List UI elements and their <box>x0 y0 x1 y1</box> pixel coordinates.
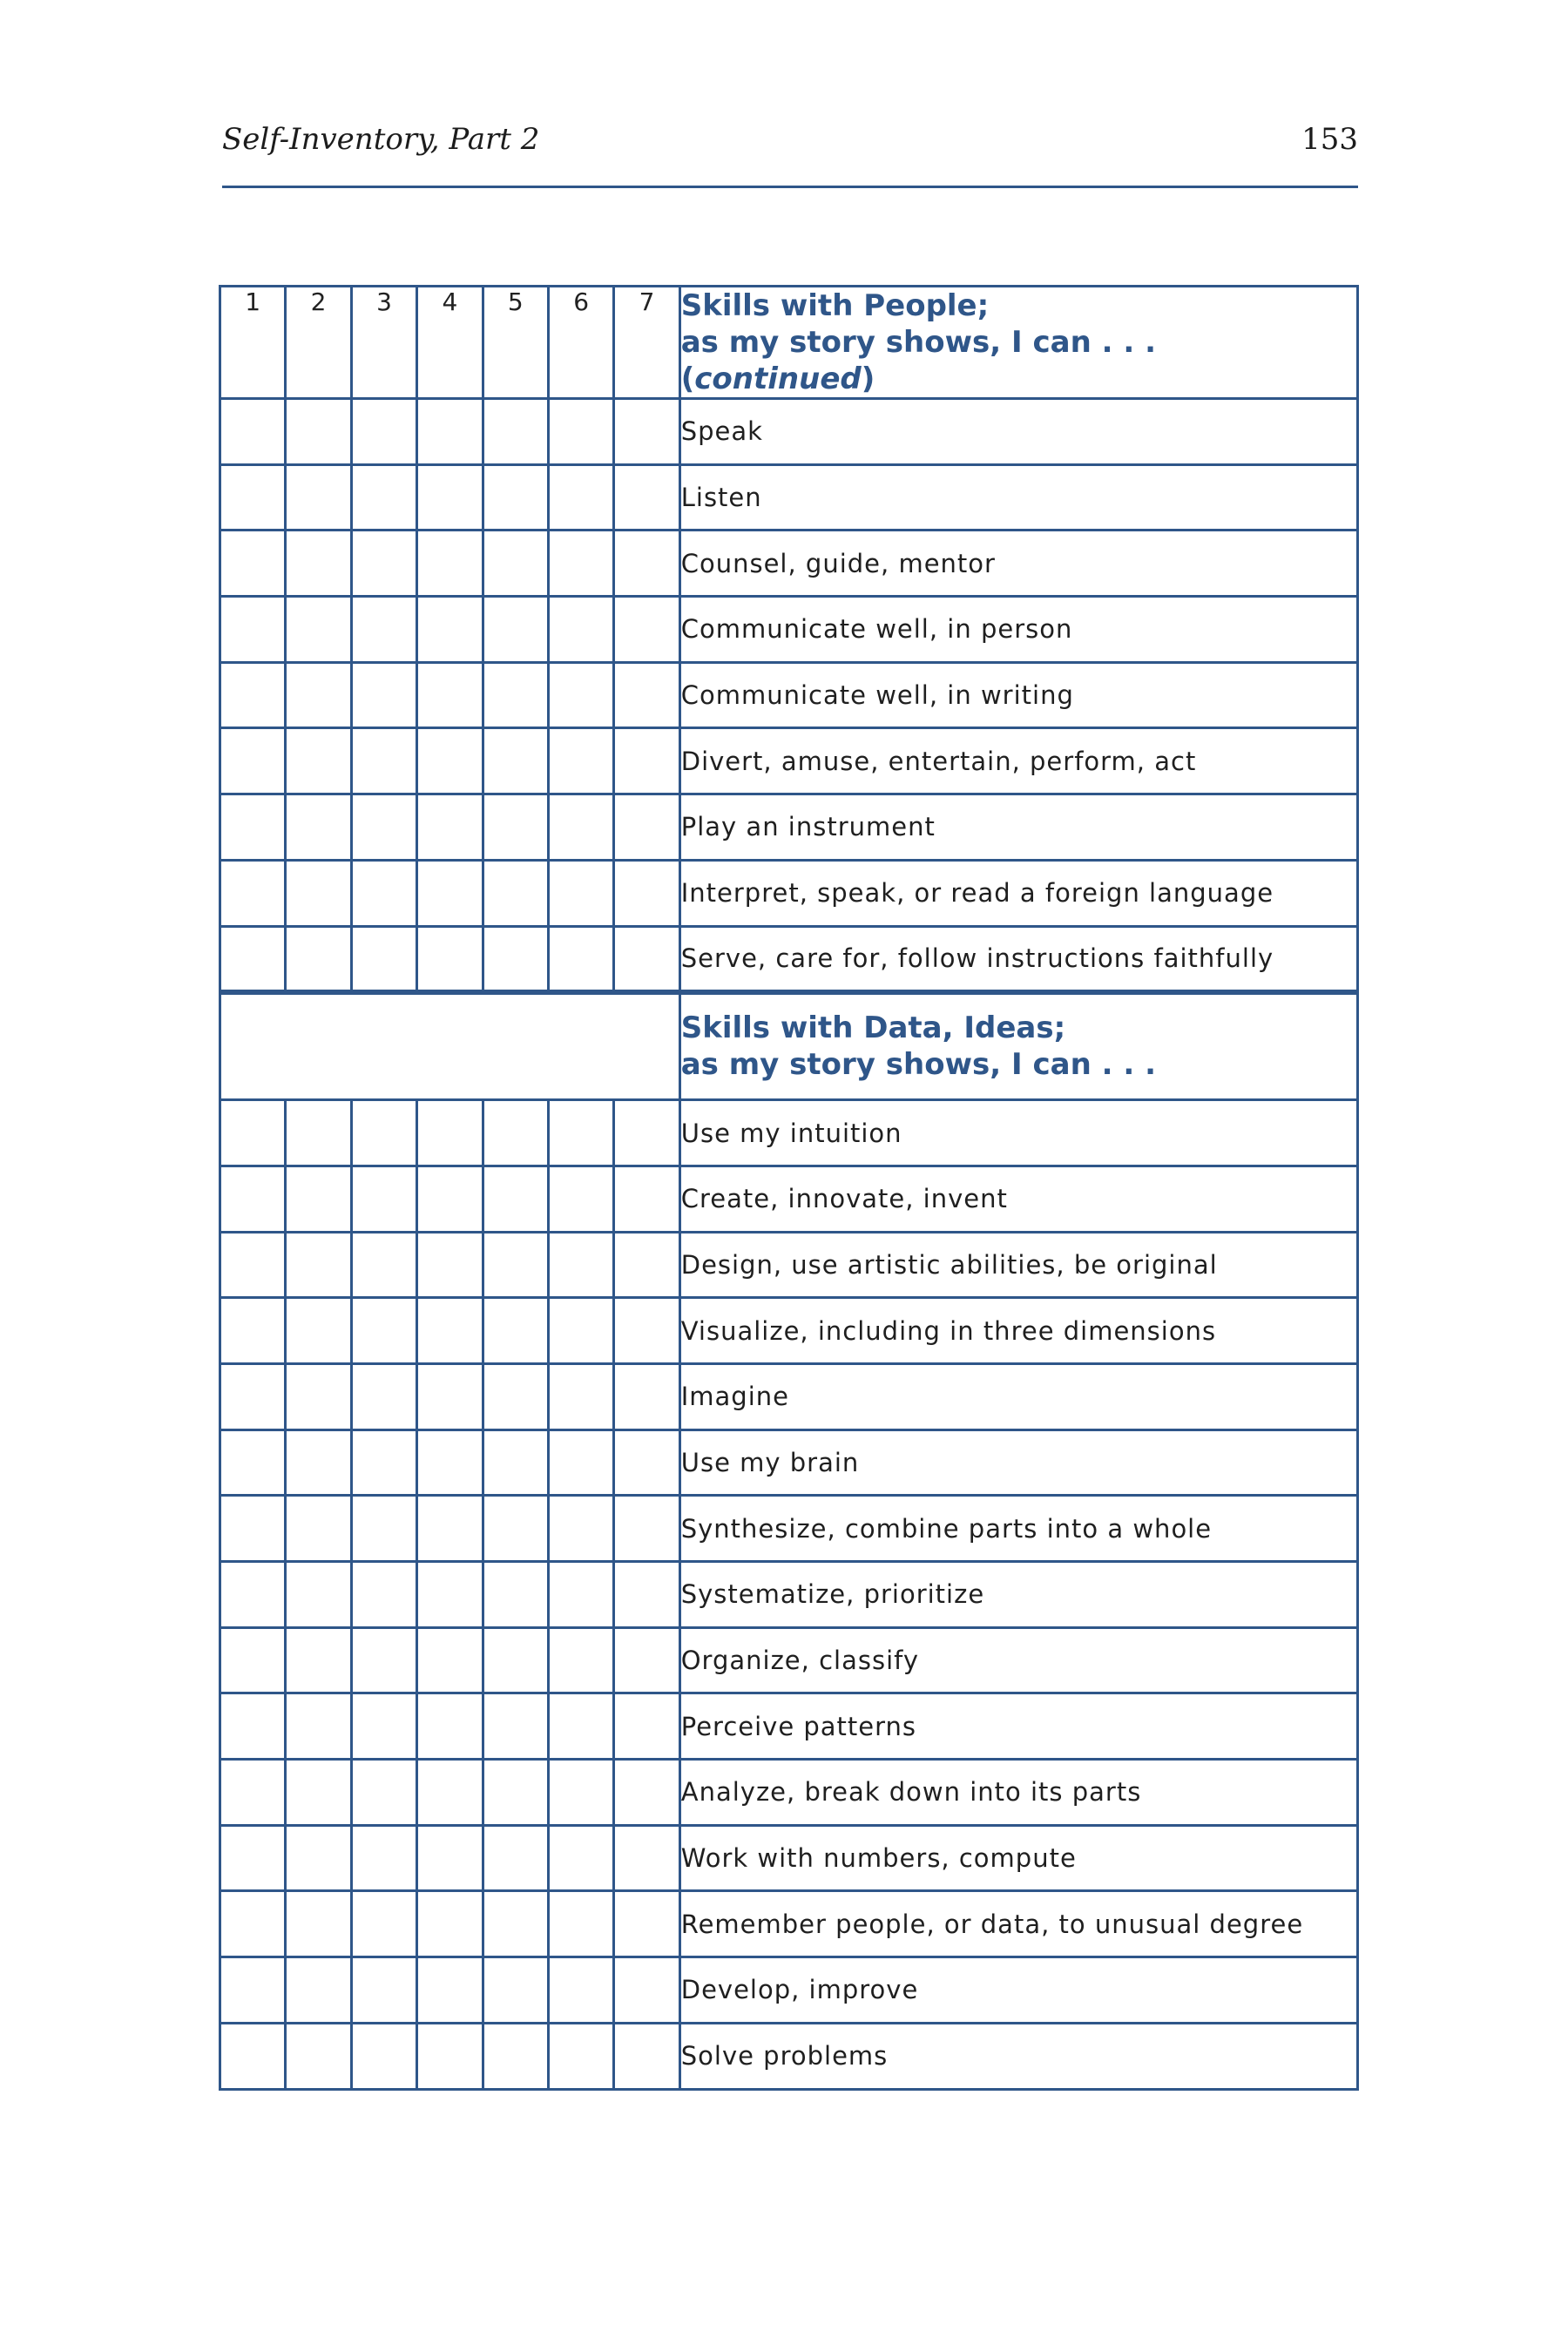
rating-cell-1[interactable] <box>220 1363 286 1429</box>
skill-label: Systematize, prioritize <box>679 1562 1357 1628</box>
skill-label: Visualize, including in three dimensions <box>679 1298 1357 1364</box>
rating-cell-5[interactable] <box>483 1363 548 1429</box>
rating-cell-3[interactable] <box>351 926 416 992</box>
column-number-7: 7 <box>614 287 679 399</box>
rating-cell-2[interactable] <box>286 597 351 663</box>
rating-cell-1[interactable] <box>220 2023 286 2089</box>
rating-cell-2[interactable] <box>286 794 351 861</box>
rating-cell-7[interactable] <box>614 1232 679 1298</box>
rating-cell-5[interactable] <box>483 1825 548 1891</box>
rating-cell-3[interactable] <box>351 1166 416 1232</box>
section-heading-data-ideas <box>679 992 1357 1100</box>
rating-cell-6[interactable] <box>548 1429 613 1496</box>
skill-row <box>220 1166 1358 1232</box>
heading-line-1: Skills with Data, Ideas; <box>680 1010 1066 1046</box>
rating-cell-3[interactable] <box>351 1429 416 1496</box>
rating-cell-6[interactable] <box>548 1825 613 1891</box>
skills-inventory-table <box>219 285 1359 2091</box>
skill-label: Communicate well, in person <box>679 597 1357 663</box>
skill-label: Divert, amuse, entertain, perform, act <box>679 728 1357 794</box>
rating-cell-4[interactable] <box>417 1562 483 1628</box>
rating-cell-3[interactable] <box>351 794 416 861</box>
rating-cell-6[interactable] <box>548 662 613 728</box>
skill-label: Interpret, speak, or read a foreign language <box>679 860 1357 926</box>
rating-cell-3[interactable] <box>351 464 416 531</box>
rating-cell-6[interactable] <box>548 794 613 861</box>
rating-cell-2[interactable] <box>286 1957 351 2024</box>
rating-cell-5[interactable] <box>483 728 548 794</box>
rating-cell-1[interactable] <box>220 1562 286 1628</box>
skill-label: Organize, classify <box>679 1627 1357 1693</box>
rating-cell-6[interactable] <box>548 860 613 926</box>
column-number-1: 1 <box>220 287 286 399</box>
rating-cell-2[interactable] <box>286 531 351 597</box>
rating-cell-4[interactable] <box>417 662 483 728</box>
skill-row <box>220 1232 1358 1298</box>
skill-row <box>220 1891 1358 1957</box>
rating-cell-4[interactable] <box>417 926 483 992</box>
rating-cell-1[interactable] <box>220 1760 286 1826</box>
rating-cell-2[interactable] <box>286 1429 351 1496</box>
rating-cell-7[interactable] <box>614 464 679 531</box>
rating-cell-4[interactable] <box>417 1627 483 1693</box>
rating-cell-6[interactable] <box>548 1627 613 1693</box>
rating-cell-1[interactable] <box>220 1825 286 1891</box>
skill-label: Use my brain <box>679 1429 1357 1496</box>
rating-cell-1[interactable] <box>220 1496 286 1562</box>
rating-cell-7[interactable] <box>614 1627 679 1693</box>
rating-cell-7[interactable] <box>614 1760 679 1826</box>
rating-cell-6[interactable] <box>548 464 613 531</box>
skill-row <box>220 597 1358 663</box>
skill-label: Communicate well, in writing <box>679 662 1357 728</box>
skill-row <box>220 1693 1358 1760</box>
heading-line-2: as my story shows, I can . . . <box>680 1047 1157 1083</box>
rating-cell-2[interactable] <box>286 1232 351 1298</box>
rating-cell-3[interactable] <box>351 597 416 663</box>
heading-line-2 <box>681 324 1356 397</box>
rating-cell-3[interactable] <box>351 1627 416 1693</box>
rating-cell-3[interactable] <box>351 1957 416 2024</box>
skill-label: Use my intuition <box>679 1100 1357 1166</box>
rating-cell-1[interactable] <box>220 597 286 663</box>
rating-cell-6[interactable] <box>548 1232 613 1298</box>
skill-row <box>220 860 1358 926</box>
rating-cell-1[interactable] <box>220 1232 286 1298</box>
skill-row <box>220 794 1358 861</box>
rating-cell-2[interactable] <box>286 1693 351 1760</box>
rating-cell-2[interactable] <box>286 1363 351 1429</box>
rating-cell-1[interactable] <box>220 1891 286 1957</box>
rating-cell-7[interactable] <box>614 662 679 728</box>
rating-cell-1[interactable] <box>220 1166 286 1232</box>
rating-cell-4[interactable] <box>417 1100 483 1166</box>
skill-row <box>220 1363 1358 1429</box>
rating-cell-7[interactable] <box>614 1429 679 1496</box>
rating-cell-5[interactable] <box>483 1957 548 2024</box>
rating-cell-5[interactable] <box>483 2023 548 2089</box>
skill-row <box>220 399 1358 465</box>
rating-cell-7[interactable] <box>614 399 679 465</box>
rating-cell-4[interactable] <box>417 794 483 861</box>
rating-cell-7[interactable] <box>614 1298 679 1364</box>
rating-cell-6[interactable] <box>548 2023 613 2089</box>
rating-cell-2[interactable] <box>286 1562 351 1628</box>
rating-cell-4[interactable] <box>417 1760 483 1826</box>
rating-cell-3[interactable] <box>351 662 416 728</box>
skill-row <box>220 728 1358 794</box>
column-number-6: 6 <box>548 287 613 399</box>
section-heading-people <box>679 287 1357 399</box>
rating-cell-1[interactable] <box>220 399 286 465</box>
rating-cell-5[interactable] <box>483 1891 548 1957</box>
rating-cell-5[interactable] <box>483 1429 548 1496</box>
skill-label: Synthesize, combine parts into a whole <box>679 1496 1357 1562</box>
column-number-5: 5 <box>483 287 548 399</box>
skill-label: Listen <box>679 464 1357 531</box>
rating-cell-3[interactable] <box>351 1232 416 1298</box>
skill-row <box>220 1298 1358 1364</box>
skill-row <box>220 1562 1358 1628</box>
header-rule <box>222 186 1358 188</box>
rating-cell-2[interactable] <box>286 1496 351 1562</box>
rating-cell-7[interactable] <box>614 1363 679 1429</box>
running-head <box>222 122 1358 166</box>
rating-cell-3[interactable] <box>351 1100 416 1166</box>
rating-cell-4[interactable] <box>417 1957 483 2024</box>
rating-cell-4[interactable] <box>417 2023 483 2089</box>
rating-cell-5[interactable] <box>483 399 548 465</box>
rating-cell-5[interactable] <box>483 860 548 926</box>
skill-row <box>220 531 1358 597</box>
rating-cell-6[interactable] <box>548 1100 613 1166</box>
rating-cell-1[interactable] <box>220 794 286 861</box>
rating-cell-7[interactable] <box>614 1957 679 2024</box>
skill-label: Create, innovate, invent <box>679 1166 1357 1232</box>
rating-cell-2[interactable] <box>286 860 351 926</box>
rating-cell-7[interactable] <box>614 1100 679 1166</box>
skill-row <box>220 662 1358 728</box>
rating-cell-7[interactable] <box>614 597 679 663</box>
skill-row <box>220 464 1358 531</box>
rating-cell-6[interactable] <box>548 1363 613 1429</box>
rating-cell-2[interactable] <box>286 464 351 531</box>
rating-cell-4[interactable] <box>417 1232 483 1298</box>
skill-label: Analyze, break down into its parts <box>679 1760 1357 1826</box>
rating-cell-1[interactable] <box>220 728 286 794</box>
skill-label: Remember people, or data, to unusual degree <box>679 1891 1357 1957</box>
skill-row <box>220 1825 1358 1891</box>
rating-cell-7[interactable] <box>614 728 679 794</box>
column-number-3: 3 <box>351 287 416 399</box>
rating-cell-1[interactable] <box>220 1957 286 2024</box>
rating-cell-6[interactable] <box>548 531 613 597</box>
rating-cell-4[interactable] <box>417 1693 483 1760</box>
rating-cell-6[interactable] <box>548 399 613 465</box>
heading-continued: continued <box>694 362 862 396</box>
rating-cell-1[interactable] <box>220 1429 286 1496</box>
heading-line-1: Skills with People; <box>680 288 990 323</box>
skill-label: Counsel, guide, mentor <box>679 531 1357 597</box>
skill-label: Design, use artistic abilities, be original <box>679 1232 1357 1298</box>
rating-cell-7[interactable] <box>614 1891 679 1957</box>
rating-cell-5[interactable] <box>483 1627 548 1693</box>
rating-cell-2[interactable] <box>286 662 351 728</box>
skill-label: Perceive patterns <box>679 1693 1357 1760</box>
skill-label: Speak <box>679 399 1357 465</box>
rating-cell-1[interactable] <box>220 860 286 926</box>
rating-cell-4[interactable] <box>417 1496 483 1562</box>
rating-cell-5[interactable] <box>483 1760 548 1826</box>
skill-row <box>220 1100 1358 1166</box>
skill-label: Imagine <box>679 1363 1357 1429</box>
rating-cell-5[interactable] <box>483 1298 548 1364</box>
rating-cell-5[interactable] <box>483 1693 548 1760</box>
rating-cell-2[interactable] <box>286 1760 351 1826</box>
rating-cell-7[interactable] <box>614 794 679 861</box>
rating-cell-1[interactable] <box>220 1693 286 1760</box>
rating-cell-2[interactable] <box>286 399 351 465</box>
rating-cell-1[interactable] <box>220 1298 286 1364</box>
rating-cell-5[interactable] <box>483 464 548 531</box>
rating-cell-2[interactable] <box>286 1825 351 1891</box>
rating-cell-7[interactable] <box>614 926 679 992</box>
rating-cell-5[interactable] <box>483 662 548 728</box>
rating-cell-2[interactable] <box>286 1166 351 1232</box>
rating-cell-4[interactable] <box>417 1891 483 1957</box>
page-number: 153 <box>1301 122 1358 157</box>
rating-cell-5[interactable] <box>483 1232 548 1298</box>
rating-cell-5[interactable] <box>483 926 548 992</box>
rating-cell-5[interactable] <box>483 531 548 597</box>
rating-cell-6[interactable] <box>548 1496 613 1562</box>
rating-cell-2[interactable] <box>286 1100 351 1166</box>
rating-cell-3[interactable] <box>351 1760 416 1826</box>
rating-cell-4[interactable] <box>417 860 483 926</box>
rating-cell-2[interactable] <box>286 2023 351 2089</box>
rating-cell-3[interactable] <box>351 2023 416 2089</box>
rating-cell-3[interactable] <box>351 1298 416 1364</box>
rating-cell-4[interactable] <box>417 728 483 794</box>
rating-cell-4[interactable] <box>417 399 483 465</box>
heading-line-2-prefix: as my story shows, I can . . . ( <box>680 325 1157 396</box>
rating-cell-4[interactable] <box>417 597 483 663</box>
rating-cell-7[interactable] <box>614 2023 679 2089</box>
rating-cell-2[interactable] <box>286 926 351 992</box>
rating-cell-5[interactable] <box>483 597 548 663</box>
rating-cell-4[interactable] <box>417 1298 483 1364</box>
column-number-2: 2 <box>286 287 351 399</box>
rating-cell-3[interactable] <box>351 1562 416 1628</box>
skill-row <box>220 2023 1358 2089</box>
rating-cell-1[interactable] <box>220 464 286 531</box>
rating-cell-6[interactable] <box>548 926 613 992</box>
rating-cell-1[interactable] <box>220 662 286 728</box>
rating-cell-4[interactable] <box>417 1825 483 1891</box>
heading-line-2-suffix: ) <box>861 362 875 396</box>
rating-cell-6[interactable] <box>548 1298 613 1364</box>
rating-cell-6[interactable] <box>548 1693 613 1760</box>
rating-cell-6[interactable] <box>548 1957 613 2024</box>
rating-cell-5[interactable] <box>483 1166 548 1232</box>
rating-cell-4[interactable] <box>417 1166 483 1232</box>
rating-cell-5[interactable] <box>483 1562 548 1628</box>
column-header-row <box>220 287 1358 399</box>
skill-label: Serve, care for, follow instructions faithfully <box>679 926 1357 992</box>
rating-cell-3[interactable] <box>351 1891 416 1957</box>
rating-cell-4[interactable] <box>417 1429 483 1496</box>
rating-cell-6[interactable] <box>548 1166 613 1232</box>
rating-cell-3[interactable] <box>351 1825 416 1891</box>
rating-cell-7[interactable] <box>614 860 679 926</box>
rating-cell-6[interactable] <box>548 1562 613 1628</box>
rating-cell-4[interactable] <box>417 531 483 597</box>
rating-cell-1[interactable] <box>220 1627 286 1693</box>
rating-cell-5[interactable] <box>483 794 548 861</box>
rating-cell-4[interactable] <box>417 464 483 531</box>
section-heading-blank-cell <box>220 992 680 1100</box>
rating-cell-2[interactable] <box>286 728 351 794</box>
rating-cell-6[interactable] <box>548 1760 613 1826</box>
rating-cell-5[interactable] <box>483 1496 548 1562</box>
rating-cell-2[interactable] <box>286 1627 351 1693</box>
rating-cell-7[interactable] <box>614 1825 679 1891</box>
rating-cell-6[interactable] <box>548 728 613 794</box>
table-body <box>220 287 1358 2090</box>
rating-cell-1[interactable] <box>220 531 286 597</box>
skill-label: Play an instrument <box>679 794 1357 861</box>
rating-cell-2[interactable] <box>286 1891 351 1957</box>
running-title: Self-Inventory, Part 2 <box>222 122 540 157</box>
rating-cell-6[interactable] <box>548 1891 613 1957</box>
rating-cell-2[interactable] <box>286 1298 351 1364</box>
skill-label: Work with numbers, compute <box>679 1825 1357 1891</box>
skill-label: Develop, improve <box>679 1957 1357 2024</box>
rating-cell-3[interactable] <box>351 531 416 597</box>
rating-cell-7[interactable] <box>614 1166 679 1232</box>
skill-row <box>220 1496 1358 1562</box>
rating-cell-1[interactable] <box>220 1100 286 1166</box>
rating-cell-7[interactable] <box>614 1496 679 1562</box>
skill-row <box>220 1429 1358 1496</box>
skill-row <box>220 1627 1358 1693</box>
skill-row <box>220 1760 1358 1826</box>
rating-cell-3[interactable] <box>351 1363 416 1429</box>
section-heading-row <box>220 992 1358 1100</box>
skill-label: Solve problems <box>679 2023 1357 2089</box>
skill-row <box>220 926 1358 992</box>
rating-cell-3[interactable] <box>351 860 416 926</box>
skill-row <box>220 1957 1358 2024</box>
rating-cell-3[interactable] <box>351 728 416 794</box>
rating-cell-3[interactable] <box>351 399 416 465</box>
column-number-4: 4 <box>417 287 483 399</box>
rating-cell-7[interactable] <box>614 1562 679 1628</box>
rating-cell-6[interactable] <box>548 597 613 663</box>
rating-cell-3[interactable] <box>351 1693 416 1760</box>
rating-cell-4[interactable] <box>417 1363 483 1429</box>
rating-cell-1[interactable] <box>220 926 286 992</box>
rating-cell-5[interactable] <box>483 1100 548 1166</box>
rating-cell-3[interactable] <box>351 1496 416 1562</box>
rating-cell-7[interactable] <box>614 1693 679 1760</box>
rating-cell-7[interactable] <box>614 531 679 597</box>
